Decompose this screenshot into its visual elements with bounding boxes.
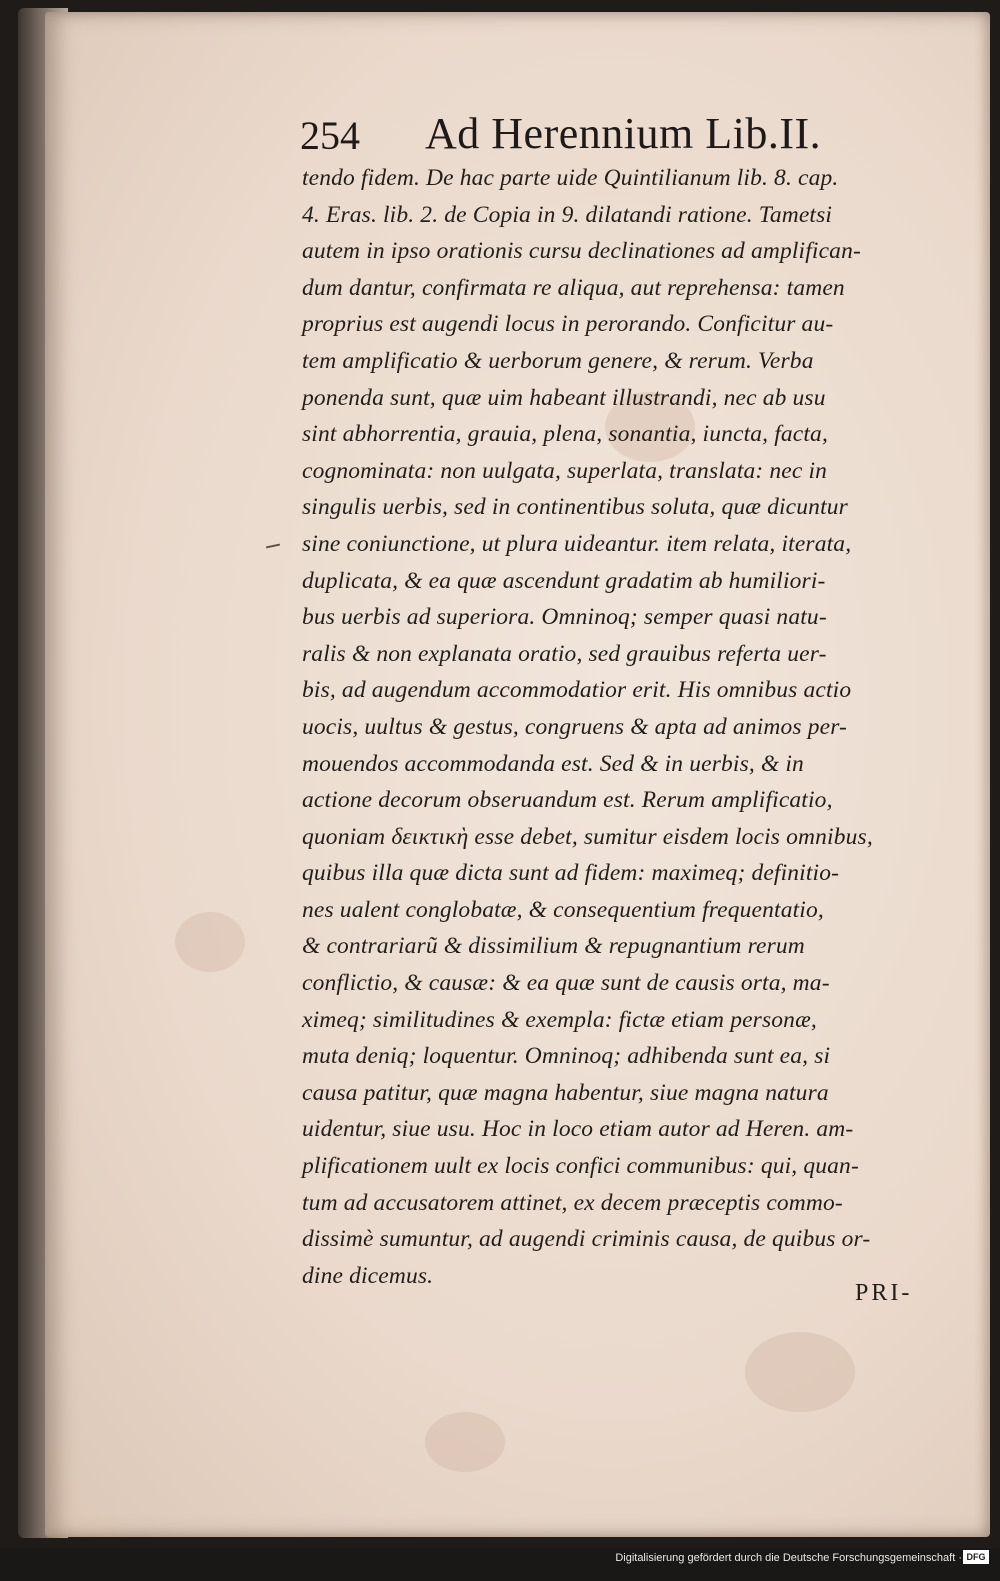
text-line: ximeq; similitudines & exempla: fictæ etiam personæ, (302, 1006, 817, 1033)
running-head: Ad Herennium Lib.II. (425, 109, 822, 158)
text-line: muta deniq; loquentur. Omninoq; adhibenda sunt ea, si (302, 1043, 831, 1070)
text-line: proprius est augendi locus in perorando. Conficitur au- (302, 311, 834, 338)
text-line: duplicata, & ea quæ ascendunt gradatim ab humiliori- (302, 567, 826, 594)
catchword: PRI- (855, 1280, 913, 1306)
text-line: uidentur, siue usu. Hoc in loco etiam autor ad Heren. am- (302, 1116, 854, 1143)
text-line: conflictio, & causæ: & ea quæ sunt de causis orta, ma- (302, 970, 830, 997)
text-line: nes ualent conglobatæ, & consequentium frequentatio, (302, 896, 824, 923)
dfg-logo: DFG (963, 1550, 989, 1564)
text-line: dum dantur, confirmata re aliqua, aut reprehensa: tamen (302, 274, 845, 301)
text-line: dine dicemus. (302, 1262, 434, 1289)
text-line: quoniam δεικτικὴ esse debet, sumitur eisdem locis omnibus, (302, 823, 873, 850)
text-line: uocis, uultus & gestus, congruens & apta ad animos per- (302, 713, 847, 740)
page-number: 254 (300, 113, 360, 158)
text-line: singulis uerbis, sed in continentibus soluta, quæ dicuntur (302, 494, 848, 521)
text-line: & contrariarũ & dissimilium & repugnantium rerum (302, 933, 805, 960)
text-line: bis, ad augendum accommodatior erit. His omnibus actio (302, 677, 852, 704)
text-line: actione decorum obseruandum est. Rerum amplificatio, (302, 787, 833, 814)
text-line: ponenda sunt, quæ uim habeant illustrandi, nec ab usu (302, 384, 826, 411)
text-line: sint abhorrentia, grauia, plena, sonantia, iuncta, facta, (302, 421, 828, 448)
digitization-credit: Digitalisierung gefördert durch die Deutsche Forschungsgemeinschaft · (615, 1552, 962, 1564)
text-line: tendo fidem. De hac parte uide Quintilianum lib. 8. cap. (302, 165, 839, 191)
text-line: sine coniunctione, ut plura uideantur. item relata, iterata, (302, 530, 852, 557)
text-line: mouendos accommodanda est. Sed & in uerbis, & in (302, 750, 804, 777)
text-line: tum ad accusatorem attinet, ex decem præceptis commo- (302, 1189, 843, 1216)
text-line: causa patitur, quæ magna habentur, siue magna natura (302, 1079, 829, 1106)
text-line: quibus illa quæ dicta sunt ad fidem: maximeq; definitio- (302, 860, 840, 887)
page-header (300, 108, 860, 164)
text-line: bus uerbis ad superiora. Omninoq; semper quasi natu- (302, 604, 827, 631)
text-line: tem amplificatio & uerborum genere, & rerum. Verba (302, 347, 814, 374)
text-line: autem in ipso orationis cursu declinationes ad amplifican- (302, 238, 861, 265)
body-text (302, 160, 952, 1294)
text-line: 4. Eras. lib. 2. de Copia in 9. dilatandi ratione. Tametsi (302, 201, 833, 228)
text-line: cognominata: non uulgata, superlata, translata: nec in (302, 457, 828, 484)
paper-stain (425, 1412, 505, 1472)
text-line: dissimè sumuntur, ad augendi criminis causa, de quibus or- (302, 1226, 871, 1253)
text-line: plificationem uult ex locis confici communibus: qui, quan- (302, 1153, 859, 1180)
paper-stain (745, 1332, 855, 1412)
text-line: ralis & non explanata oratio, sed grauibus referta uer- (302, 640, 827, 667)
paper-stain (175, 912, 245, 972)
